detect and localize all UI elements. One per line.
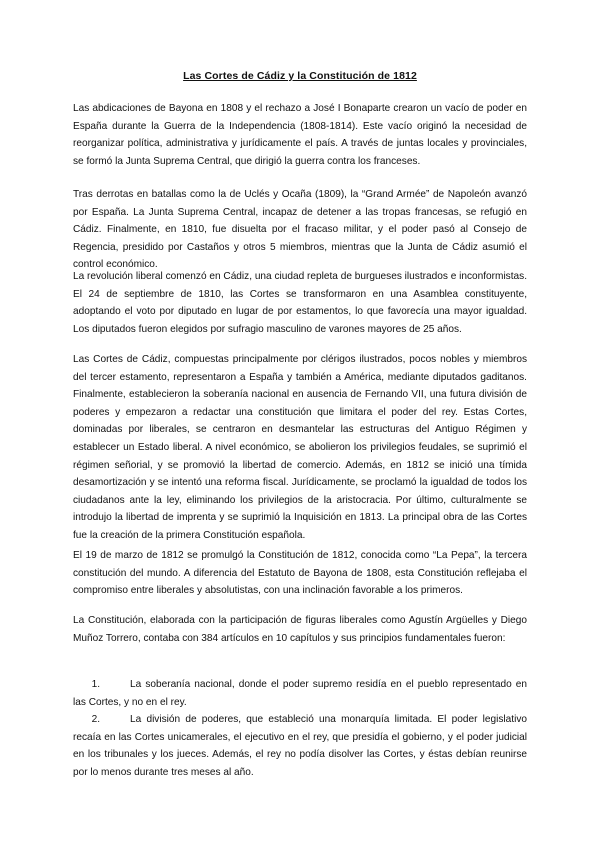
document-title: Las Cortes de Cádiz y la Constitución de 1812 (183, 70, 417, 82)
paragraph-derrotas: Tras derrotas en batallas como la de Uclés y Ocaña (1809), la “Grand Armée” de Napoleón avanzó por España. La Junta Suprema Central, incapaz de detener a las tropas francesas, se refugió en Cádiz. Finalmente, en 1810, fue disuelta por el fracaso militar, y el poder pasó al Consejo de Regencia, presidido por Castaños y otros 5 miembros, mientras que la Junta de Cádiz asumió el control económico. (73, 189, 527, 271)
paragraph-principios: La Constitución, elaborada con la participación de figuras liberales como Agustín Argüelles y Diego Muñoz Torrero, contaba con 384 artículos en 10 capítulos y sus principios fundamentales fueron: (73, 615, 527, 644)
paragraph-cortes-cadiz: Las Cortes de Cádiz, compuestas principalmente por clérigos ilustrados, pocos nobles y miembros del tercer estamento, representaron a España y también a América, mediante diputados gaditanos. Finalmente, establecieron la soberanía nacional en ausencia de Fernando VII, una futura división de poderes y empezaron a redactar una constitución que limitara el poder del rey. Estas Cortes, dominadas por liberales, se centraron en desmantelar las estructuras del Antiguo Régimen y establecer un Estado liberal. A nivel económico, se abolieron los privilegios feudales, se suprimió el régimen señorial, y se promovió la libertad de comercio. Además, en 1812 se inició una tímida desamortización y se intentó una reforma fiscal. Jurídicamente, se proclamó la igualdad de todos los ciudadanos ante la ley, eliminando los privilegios de la aristocracia. Por último, culturalmente se introdujo la libertad de imprenta y se suprimió la Inquisición en 1813. La principal obra de las Cortes fue la creación de la primera Constitución española. (73, 354, 527, 541)
paragraph-promulgacion: El 19 de marzo de 1812 se promulgó la Constitución de 1812, conocida como “La Pepa”, la tercera constitución del mundo. A diferencia del Estatuto de Bayona de 1808, esta Constitución reflejaba el compromiso entre liberales y absolutistas, con una inclinación favorable a los primeros. (73, 550, 527, 597)
paragraph-revolucion-liberal: La revolución liberal comenzó en Cádiz, una ciudad repleta de burgueses ilustrados e inconformistas. El 24 de septiembre de 1810, las Cortes se transformaron en una Asamblea constituyente, adoptando el voto por diputado en lugar de por estamentos, lo que favorecía una mayor igualdad. Los diputados fueron elegidos por sufragio masculino de varones mayores de 25 años. (73, 271, 527, 335)
list-item-text: La división de poderes, que estableció una monarquía limitada. El poder legislativo recaía en las Cortes unicamerales, el ejecutivo en el rey, que presidía el gobierno, y el poder judicial en los tribunales y los jueces. Además, el rey no podía disolver las Cortes, y éstas debían reunirse por lo menos durante tres meses al año. (73, 714, 527, 778)
list-item (73, 676, 527, 711)
list-item-number: 1. (91, 679, 100, 690)
list-item (73, 711, 527, 781)
list-item-text: La soberanía nacional, donde el poder supremo residía en el pueblo representado en las Cortes, y no en el rey. (73, 679, 527, 708)
paragraph-abdicaciones: Las abdicaciones de Bayona en 1808 y el rechazo a José I Bonaparte crearon un vacío de poder en España durante la Guerra de la Independencia (1808-1814). Este vacío originó la necesidad de reorganizar política, administrativa y jurídicamente el país. A través de juntas locales y provinciales, se formó la Junta Suprema Central, que dirigió la guerra contra los franceses. (73, 103, 527, 167)
list-item-number: 2. (91, 714, 100, 725)
